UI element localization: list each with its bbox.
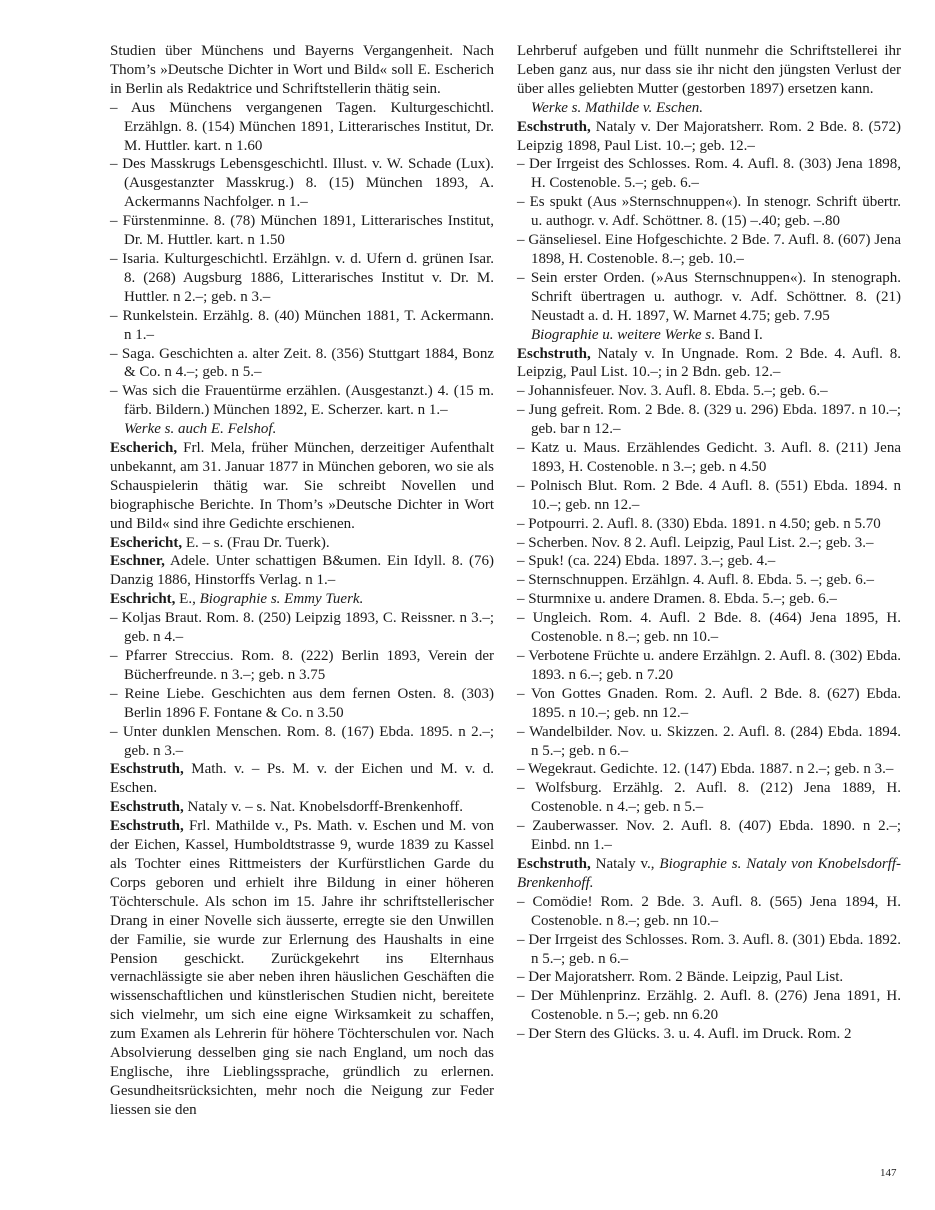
list-item: – Sturmnixe u. andere Dramen. 8. Ebda. 5.–; geb. 6.– (517, 591, 837, 608)
page-number: 147 (880, 1167, 897, 1179)
entry-eschstruth-ungnade (517, 345, 901, 383)
reference-note: Werke s. auch E. Felshof. (124, 421, 277, 438)
reference-note: Werke s. Mathilde v. Eschen. (531, 99, 704, 116)
list-item: – Was sich die Frauentürme erzählen. (Ausgestanzt.) 4. (15 m. färb. Bildern.) München 1892, E. Scherzer. kart. n 1.– (110, 383, 494, 419)
entry-heading: Eschricht, (110, 591, 176, 608)
list-item: – Jung gefreit. Rom. 2 Bde. 8. (329 u. 296) Ebda. 1897. n 10.–; geb. bar n 12.– (517, 402, 901, 438)
entry-text: Adele. Unter schattigen B&umen. Ein Idyll. 8. (76) Danzig 1886, Hinstorffs Verlag. n 1.– (110, 553, 494, 589)
entry-text: Math. v. – Ps. M. v. der Eichen und M. v. d. Eschen. (110, 761, 494, 797)
list-item: – Der Irrgeist des Schlosses. Rom. 3. Aufl. 8. (301) Ebda. 1892. n 5.–; geb. n 6.– (517, 931, 901, 967)
entry-eschericht (110, 534, 494, 553)
entry-eschner (110, 552, 494, 590)
list-item: – Wandelbilder. Nov. u. Skizzen. 2. Aufl. 8. (284) Ebda. 1894. n 5.–; geb. n 6.– (517, 723, 901, 759)
list-item: – Aus Münchens vergangenen Tagen. Kulturgeschichtl. Erzählgn. 8. (154) München 1891, Litterarisches Institut, Dr. M. Huttler. kart. n 1.60 (110, 99, 494, 154)
list-item: – Des Masskrugs Lebensgeschichtl. Illust. v. W. Schade (Lux). (Ausgestanzter Masskrug.) 8. (15) München 1893, A. Ackermanns Nachfolger. n 1.– (110, 156, 494, 211)
list-item: – Saga. Geschichten a. alter Zeit. 8. (356) Stuttgart 1884, Bonz & Co. n 4.–; geb. n 5.– (110, 345, 494, 381)
list-item: – Spuk! (ca. 224) Ebda. 1897. 3.–; geb. 4.– (517, 553, 776, 570)
entry-heading: Eschstruth, (110, 799, 184, 816)
entry-text: E. – s. (Frau Dr. Tuerk). (182, 534, 330, 551)
entry-italic: Biographie s. Nataly von Knobelsdorff-Brenkenhoff. (517, 855, 901, 891)
paragraph: Studien über Münchens und Bayerns Vergangenheit. Nach Thom’s »Deutsche Dichter in Wort und Bild« soll E. Escherich in Berlin als Redaktrice und Schriftstellerin thätig sein. (110, 43, 494, 97)
note-italic: Biographie u. weitere Werke s (531, 326, 712, 343)
entry-heading: Eschner, (110, 553, 165, 570)
entry-heading: Eschstruth, (517, 118, 591, 135)
list-item: – Reine Liebe. Geschichten aus dem fernen Osten. 8. (303) Berlin 1896 F. Fontane & Co. n 3.50 (110, 685, 494, 721)
entry-heading: Eschericht, (110, 534, 183, 551)
entry-eschricht (110, 590, 494, 609)
right-column (517, 42, 901, 1044)
list-item: – Gänseliesel. Eine Hofgeschichte. 2 Bde. 7. Aufl. 8. (607) Jena 1898, H. Costenoble. 8.–; geb. 10.– (517, 232, 901, 267)
list-item: – Sternschnuppen. Erzählgn. 4. Aufl. 8. Ebda. 5. –; geb. 6.– (517, 572, 875, 589)
list-item: – Polnisch Blut. Rom. 2 Bde. 4 Aufl. 8. (551) Ebda. 1894. n 10.–; geb. nn 12.– (517, 477, 901, 513)
list-item: – Runkelstein. Erzählg. 8. (40) München 1881, T. Ackermann. n 1.– (110, 307, 494, 343)
list-item: – Isaria. Kulturgeschichtl. Erzählgn. v. d. Ufern d. grünen Isar. 8. (268) Augsburg 1886, Litterarisches Institut v. Dr. M. Huttler. n 2.–; geb. n 3.– (110, 250, 494, 305)
left-column (110, 42, 494, 1120)
list-item: – Unter dunklen Menschen. Rom. 8. (167) Ebda. 1895. n 2.–; geb. n 3.– (110, 723, 494, 759)
entry-text: Frl. Mathilde v., Ps. Math. v. Eschen und M. von der Eichen, Kassel, Humboldtstrasse 9, wurde 1839 zu Kassel als Tochter eines Rittmeisters der Kurfürstlichen Garde du Corps geboren und erhielt ihre Bildung in einer höheren Töchterschule. Als schon im 15. Jahre ihr schriftstellerischer Drang in einer Novelle sich äusserte, erregte sie den Unwillen der Familie, sie wurde zur Erlernung des Haushalts in eine Pension geschickt. Zurückgekehrt ins Elternhaus vernachlässigte sie aber neben ihren häuslichen Geschäften die wissenschaftlichen und künstlerischen Studien nicht, bereitete sich vielmehr, um sich eine eigne Wirksamkeit zu schaffen, zum Examen als Lehrerin für höhere Töchterschulen vor. Nach Absolvierung desselben ging sie nach England, um noch das Englische, ihre Lieblingssprache, gründlich zu erlernen. Gesundheitsrücksichten, mehr noch die Neigung zur Feder liessen sie den (110, 818, 494, 1118)
list-item: – Ungleich. Rom. 4. Aufl. 2 Bde. 8. (464) Jena 1895, H. Costenoble. n 8.–; geb. nn 10.– (517, 610, 901, 646)
list-item: – Wolfsburg. Erzählg. 2. Aufl. 8. (212) Jena 1889, H. Costenoble. n 4.–; geb. n 5.– (517, 780, 901, 816)
list-item: – Sein erster Orden. (»Aus Sternschnuppen«). In stenograph. Schrift übertragen u. authogr. v. Adf. Schöttner. 8. (21) Neustadt a. d. H. 1897, W. Marnet 4.75; geb. 7.95 (517, 269, 901, 324)
entry-escherich-mela (110, 439, 494, 534)
entry-eschstruth-nataly-ref (110, 798, 494, 817)
entry-text: Nataly v. Der Majoratsherr. Rom. 2 Bde. 8. (572) Leipzig 1898, Paul List. 10.–; geb. 12.– (517, 118, 901, 154)
list-item: – Der Stern des Glücks. 3. u. 4. Aufl. im Druck. Rom. 2 (517, 1026, 852, 1043)
entry-heading: Eschstruth, (517, 855, 591, 872)
entry-heading: Eschstruth, (517, 345, 591, 362)
list-item: – Katz u. Maus. Erzählendes Gedicht. 3. Aufl. 8. (211) Jena 1893, H. Costenoble. n 3.–; geb. n 4.50 (517, 440, 901, 475)
entry-text: Nataly v. – s. Nat. Knobelsdorff-Brenkenhoff. (183, 799, 464, 816)
entry-heading: Eschstruth, (110, 761, 184, 778)
list-item: – Von Gottes Gnaden. Rom. 2. Aufl. 2 Bde. 8. (627) Ebda. 1895. n 10.–; geb. nn 12.– (517, 685, 901, 721)
list-item: – Pfarrer Streccius. Rom. 8. (222) Berlin 1893, Verein der Bücherfreunde. n 3.–; geb. n 3.75 (110, 648, 494, 683)
entry-text: Nataly v., (590, 855, 660, 872)
entry-heading: Escherich, (110, 440, 178, 457)
list-item: – Potpourri. 2. Aufl. 8. (330) Ebda. 1891. n 4.50; geb. n 5.70 (517, 515, 881, 532)
list-item: – Der Majoratsherr. Rom. 2 Bände. Leipzig, Paul List. (517, 969, 844, 986)
entry-italic: Biographie s. Emmy Tuerk. (199, 591, 364, 608)
entry-eschstruth-biographie (517, 855, 901, 893)
list-item: – Wegekraut. Gedichte. 12. (147) Ebda. 1887. n 2.–; geb. n 3.– (517, 761, 894, 778)
entry-text: Frl. Mela, früher München, derzeitiger Aufenthalt unbekannt, am 31. Januar 1877 in München geboren, wo sie als Schauspielerin thätig war. Sie schreibt Novellen und biographische Berichte. In Thom’s »Deutsche Dichter in Wort und Bild« sind ihre Gedichte erschienen. (110, 440, 494, 532)
list-item: – Der Mühlenprinz. Erzählg. 2. Aufl. 8. (276) Jena 1891, H. Costenoble. n 5.–; geb. nn 6.20 (517, 988, 901, 1024)
list-item: – Der Irrgeist des Schlosses. Rom. 4. Aufl. 8. (303) Jena 1898, H. Costenoble. 5.–; geb. 6.– (517, 156, 901, 192)
entry-text: Nataly v. In Ungnade. Rom. 2 Bde. 4. Aufl. 8. Leipzig, Paul List. 10.–; in 2 Bdn. geb. 12.– (517, 345, 901, 381)
entry-eschstruth-mathilde (110, 817, 494, 1120)
list-item: – Comödie! Rom. 2 Bde. 3. Aufl. 8. (565) Jena 1894, H. Costenoble. n 8.–; geb. nn 10.– (517, 893, 901, 929)
entry-heading: Eschstruth, (110, 818, 184, 835)
list-item: – Koljas Braut. Rom. 8. (250) Leipzig 1893, C. Reissner. n 3.–; geb. n 4.– (110, 610, 494, 646)
note-text: . Band I. (711, 326, 763, 343)
entry-text: E., (175, 591, 200, 608)
entry-eschstruth-majoratsherr (517, 118, 901, 156)
list-item: – Es spukt (Aus »Sternschnuppen«). In stenogr. Schrift übertr. u. authogr. v. Adf. Schöttner. 8. (15) –.40; geb. –.80 (517, 194, 901, 230)
list-item: – Zauberwasser. Nov. 2. Aufl. 8. (407) Ebda. 1890. n 2.–; Einbd. nn 1.– (517, 818, 901, 854)
paragraph: Lehrberuf aufgeben und füllt nunmehr die Schriftstellerei ihr Leben ganz aus, nur dass sie ihr nicht den jüngsten Verlust der über alles geliebten Mutter (gestorben 1897) ersetzen kann. (517, 43, 901, 97)
list-item: – Scherben. Nov. 8 2. Aufl. Leipzig, Paul List. 2.–; geb. 3.– (517, 534, 874, 551)
reference-note (517, 326, 901, 345)
entry-eschstruth-math (110, 760, 494, 798)
list-item: – Fürstenminne. 8. (78) München 1891, Litterarisches Institut, Dr. M. Huttler. kart. n 1.50 (110, 213, 494, 249)
list-item: – Johannisfeuer. Nov. 3. Aufl. 8. Ebda. 5.–; geb. 6.– (517, 383, 828, 400)
list-item: – Verbotene Früchte u. andere Erzählgn. 2. Aufl. 8. (302) Ebda. 1893. n 6.–; geb. n 7.20 (517, 648, 901, 683)
